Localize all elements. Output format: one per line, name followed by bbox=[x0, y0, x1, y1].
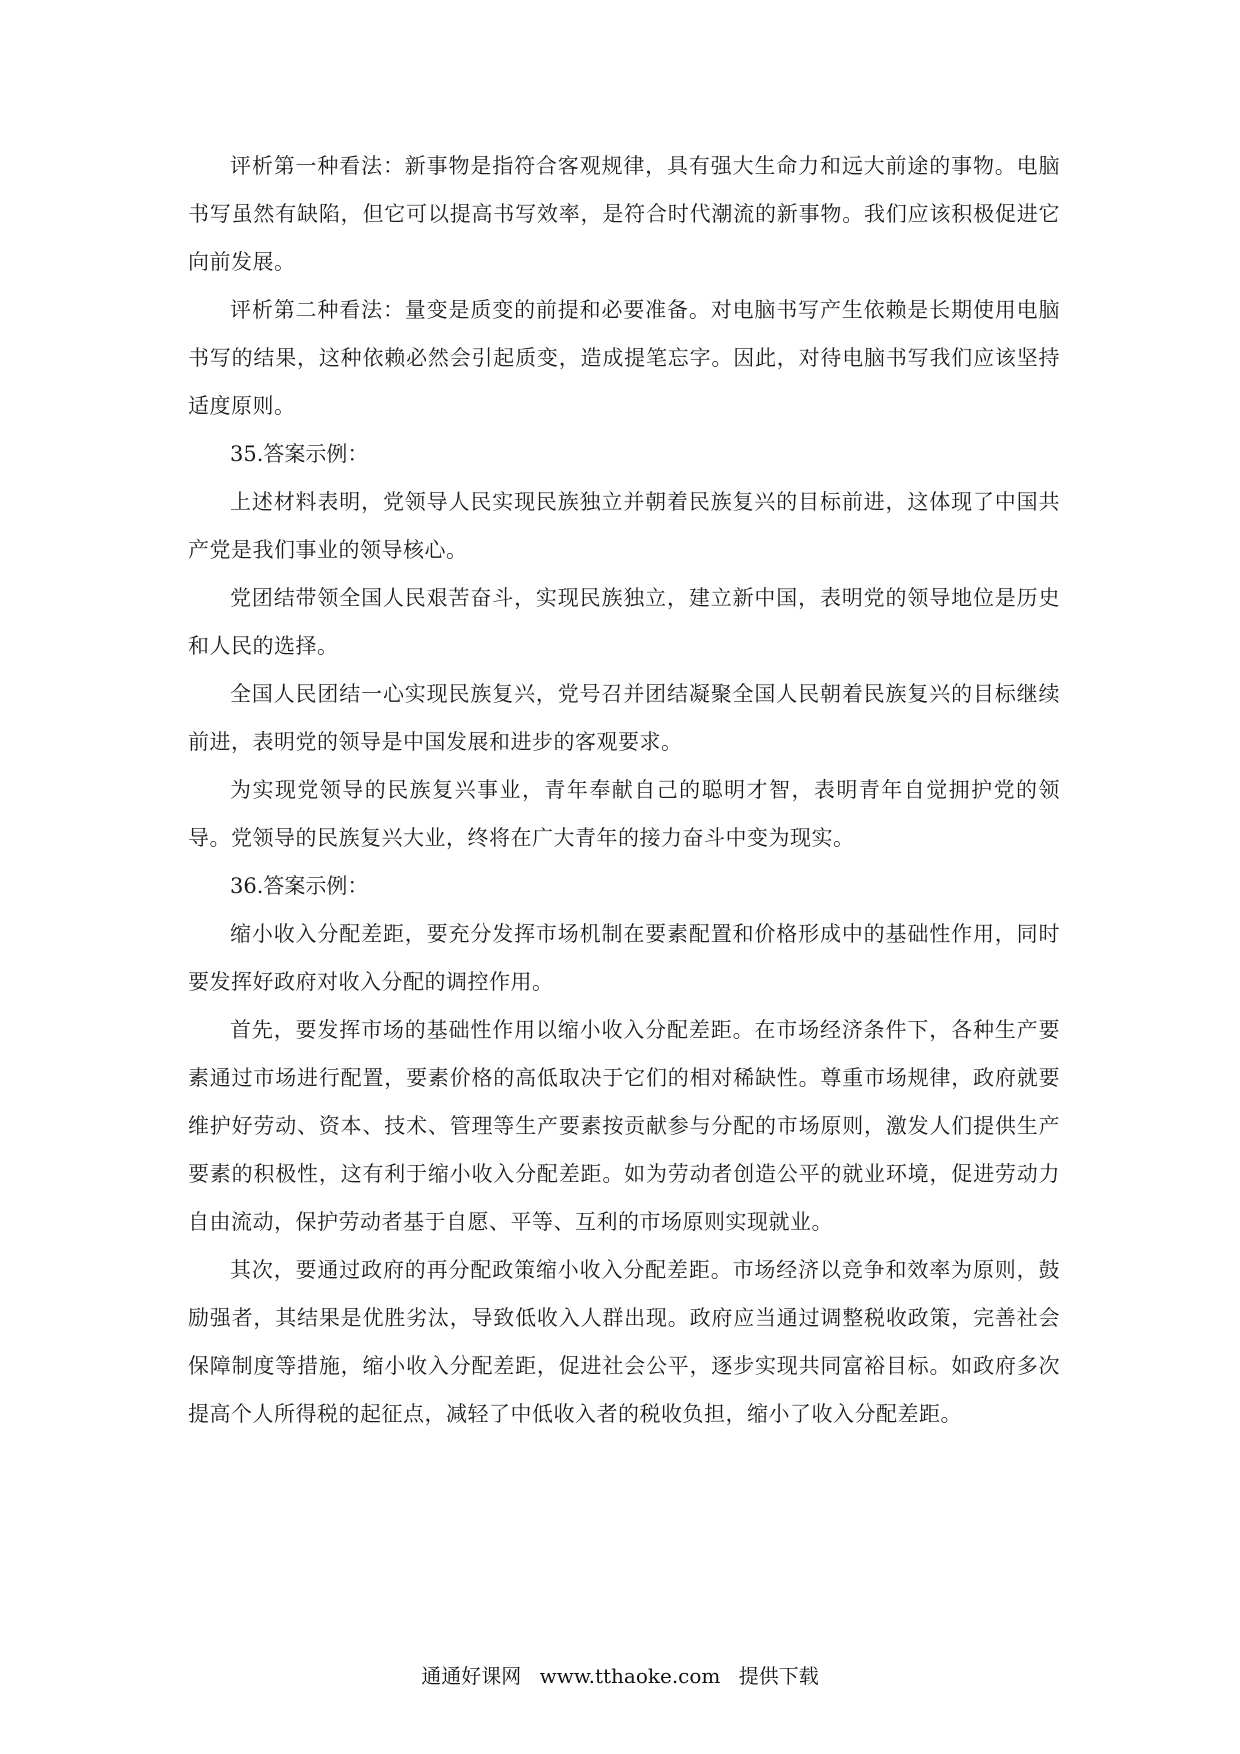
paragraph-second-view-analysis: 评析第二种看法：量变是质变的前提和必要准备。对电脑书写产生依赖是长期使用电脑书写的结果，这种依赖必然会引起质变，造成提笔忘字。因此，对待电脑书写我们应该坚持适度原则。 bbox=[188, 298, 1060, 418]
paragraph-36-second: 其次，要通过政府的再分配政策缩小收入分配差距。市场经济以竞争和效率为原则，鼓励强者，其结果是优胜劣汰，导致低收入人群出现。政府应当通过调整税收政策，完善社会保障制度等措施，缩小收入分配差距，促进社会公平，逐步实现共同富裕目标。如政府多次提高个人所得税的起征点，减轻了中低收入者的税收负担，缩小了收入分配差距。 bbox=[188, 1258, 1060, 1426]
answer-36-heading: 36.答案示例： bbox=[230, 874, 369, 898]
footer-site-name: 通通好课网 bbox=[421, 1664, 522, 1688]
footer-suffix: 提供下载 bbox=[738, 1664, 819, 1688]
paragraph-35-point-1: 党团结带领全国人民艰苦奋斗，实现民族独立，建立新中国，表明党的领导地位是历史和人民的选择。 bbox=[188, 586, 1060, 658]
answer-35-heading: 35.答案示例： bbox=[230, 442, 369, 466]
paragraph-36-intro: 缩小收入分配差距，要充分发挥市场机制在要素配置和价格形成中的基础性作用，同时要发挥好政府对收入分配的调控作用。 bbox=[188, 922, 1060, 994]
paragraph-35-point-2: 全国人民团结一心实现民族复兴，党号召并团结凝聚全国人民朝着民族复兴的目标继续前进，表明党的领导是中国发展和进步的客观要求。 bbox=[188, 682, 1060, 754]
page-footer bbox=[0, 1662, 1240, 1690]
paragraph-first-view-analysis: 评析第一种看法：新事物是指符合客观规律，具有强大生命力和远大前途的事物。电脑书写虽然有缺陷，但它可以提高书写效率，是符合时代潮流的新事物。我们应该积极促进它向前发展。 bbox=[188, 154, 1060, 274]
footer-url[interactable]: www.tthaoke.com bbox=[539, 1664, 721, 1688]
document-body bbox=[188, 142, 1060, 1438]
paragraph-36-first: 首先，要发挥市场的基础性作用以缩小收入分配差距。在市场经济条件下，各种生产要素通过市场进行配置，要素价格的高低取决于它们的相对稀缺性。尊重市场规律，政府就要维护好劳动、资本、技术、管理等生产要素按贡献参与分配的市场原则，激发人们提供生产要素的积极性，这有利于缩小收入分配差距。如为劳动者创造公平的就业环境，促进劳动力自由流动，保护劳动者基于自愿、平等、互利的市场原则实现就业。 bbox=[188, 1018, 1060, 1234]
paragraph-35-intro: 上述材料表明，党领导人民实现民族独立并朝着民族复兴的目标前进，这体现了中国共产党是我们事业的领导核心。 bbox=[188, 490, 1060, 562]
paragraph-35-point-3: 为实现党领导的民族复兴事业，青年奉献自己的聪明才智，表明青年自觉拥护党的领导。党领导的民族复兴大业，终将在广大青年的接力奋斗中变为现实。 bbox=[188, 778, 1060, 850]
